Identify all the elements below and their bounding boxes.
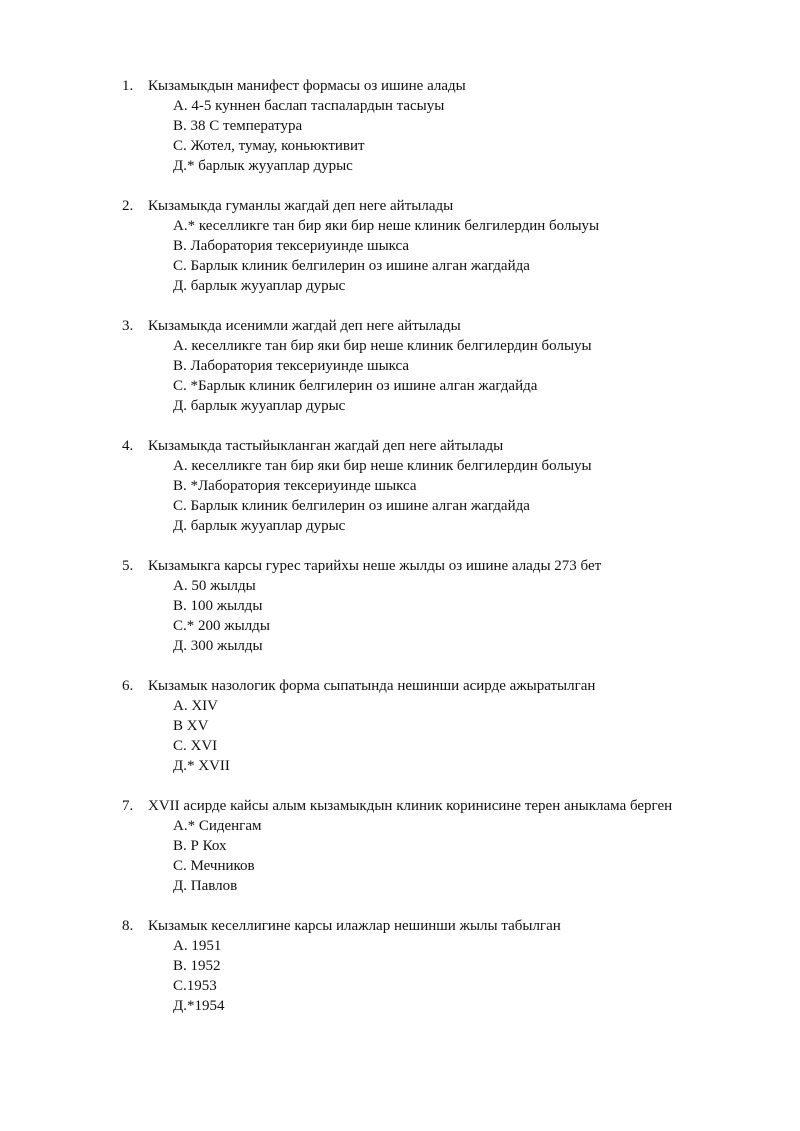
answer-option-c: С.1953 xyxy=(173,978,217,994)
answer-option-d: Д.* барлык жууаплар дурыс xyxy=(173,158,353,174)
answer-option-b: В. Лаборатория тексериуинде шыкса xyxy=(173,358,410,374)
question-number: 5. xyxy=(122,558,134,574)
answer-option-b: В. 38 С температура xyxy=(173,118,303,134)
question-text: Кызамык назологик форма сыпатында нешинши асирде ажыратылган xyxy=(148,678,596,694)
question-header xyxy=(122,316,782,336)
answer-option-d: Д.* XVII xyxy=(173,758,230,774)
answer-option-a: А. 4-5 куннен баслап таспалардын тасыуы xyxy=(173,98,445,114)
answer-option-c: С. Жотел, тумау, коньюктивит xyxy=(173,138,365,154)
question-1 xyxy=(122,76,782,176)
answer-option-c: С.* 200 жылды xyxy=(173,618,270,634)
question-header xyxy=(122,676,782,696)
question-text: Кызамыкда гуманлы жагдай деп неге айтылады xyxy=(148,198,454,214)
answer-option-b: В. 100 жылды xyxy=(173,598,263,614)
question-number: 6. xyxy=(122,678,134,694)
answer-options xyxy=(122,696,782,776)
answer-option-c: С. Барлык клиник белгилерин оз ишине алган жагдайда xyxy=(173,258,530,274)
question-number: 3. xyxy=(122,318,134,334)
question-number: 4. xyxy=(122,438,134,454)
question-3 xyxy=(122,316,782,416)
question-text: Кызамыкда исенимли жагдай деп неге айтылады xyxy=(148,318,461,334)
question-number: 7. xyxy=(122,798,134,814)
question-5 xyxy=(122,556,782,656)
answer-option-a: А. кеселликге тан бир яки бир неше клиник белгилердин болыуы xyxy=(173,458,592,474)
answer-option-a: А.* Сиденгам xyxy=(173,818,262,834)
question-2 xyxy=(122,196,782,296)
question-4 xyxy=(122,436,782,536)
answer-option-a: А. 50 жылды xyxy=(173,578,256,594)
answer-option-c: С. *Барлык клиник белгилерин оз ишине алган жагдайда xyxy=(173,378,538,394)
question-text: Кызамыкга карсы гурес тарийхы неше жылды оз ишине алады 273 бет xyxy=(148,558,602,574)
question-number: 2. xyxy=(122,198,134,214)
answer-option-c: С. Барлык клиник белгилерин оз ишине алган жагдайда xyxy=(173,498,530,514)
question-header xyxy=(122,916,782,936)
question-header xyxy=(122,196,782,216)
answer-options xyxy=(122,96,782,176)
answer-option-a: А. XIV xyxy=(173,698,218,714)
answer-option-b: В. 1952 xyxy=(173,958,221,974)
answer-option-c: С. XVI xyxy=(173,738,218,754)
answer-options xyxy=(122,456,782,536)
question-8 xyxy=(122,916,782,1016)
answer-option-b: В. *Лаборатория тексериуинде шыкса xyxy=(173,478,417,494)
answer-option-d: Д. барлык жууаплар дурыс xyxy=(173,398,346,414)
question-text: Кызамыкда тастыйыкланган жагдай деп неге айтылады xyxy=(148,438,504,454)
question-header xyxy=(122,556,782,576)
answer-option-b: В. Р Кох xyxy=(173,838,227,854)
answer-option-b: В XV xyxy=(173,718,209,734)
answer-option-c: С. Мечников xyxy=(173,858,255,874)
answer-option-a: А.* кеселликге тан бир яки бир неше клиник белгилердин болыуы xyxy=(173,218,600,234)
answer-options xyxy=(122,576,782,656)
answer-option-a: А. 1951 xyxy=(173,938,222,954)
answer-options xyxy=(122,336,782,416)
question-number: 8. xyxy=(122,918,134,934)
answer-option-b: В. Лаборатория тексериуинде шыкса xyxy=(173,238,410,254)
answer-options xyxy=(122,936,782,1016)
answer-option-d: Д. барлык жууаплар дурыс xyxy=(173,278,346,294)
question-header xyxy=(122,796,782,816)
question-header xyxy=(122,436,782,456)
answer-option-d: Д. барлык жууаплар дурыс xyxy=(173,518,346,534)
question-text: Кызамыкдын манифест формасы оз ишине алады xyxy=(148,78,466,94)
question-7 xyxy=(122,796,782,896)
question-text: Кызамык кеселлигине карсы илажлар нешинши жылы табылган xyxy=(148,918,561,934)
answer-options xyxy=(122,216,782,296)
answer-option-d: Д. Павлов xyxy=(173,878,238,894)
answer-option-d: Д. 300 жылды xyxy=(173,638,263,654)
answer-options xyxy=(122,816,782,896)
question-text: XVII асирде кайсы алым кызамыкдын клиник коринисине терен аныклама берген xyxy=(148,798,673,814)
question-header xyxy=(122,76,782,96)
answer-option-d: Д.*1954 xyxy=(173,998,225,1014)
question-6 xyxy=(122,676,782,776)
question-number: 1. xyxy=(122,78,134,94)
answer-option-a: А. кеселликге тан бир яки бир неше клиник белгилердин болыуы xyxy=(173,338,592,354)
